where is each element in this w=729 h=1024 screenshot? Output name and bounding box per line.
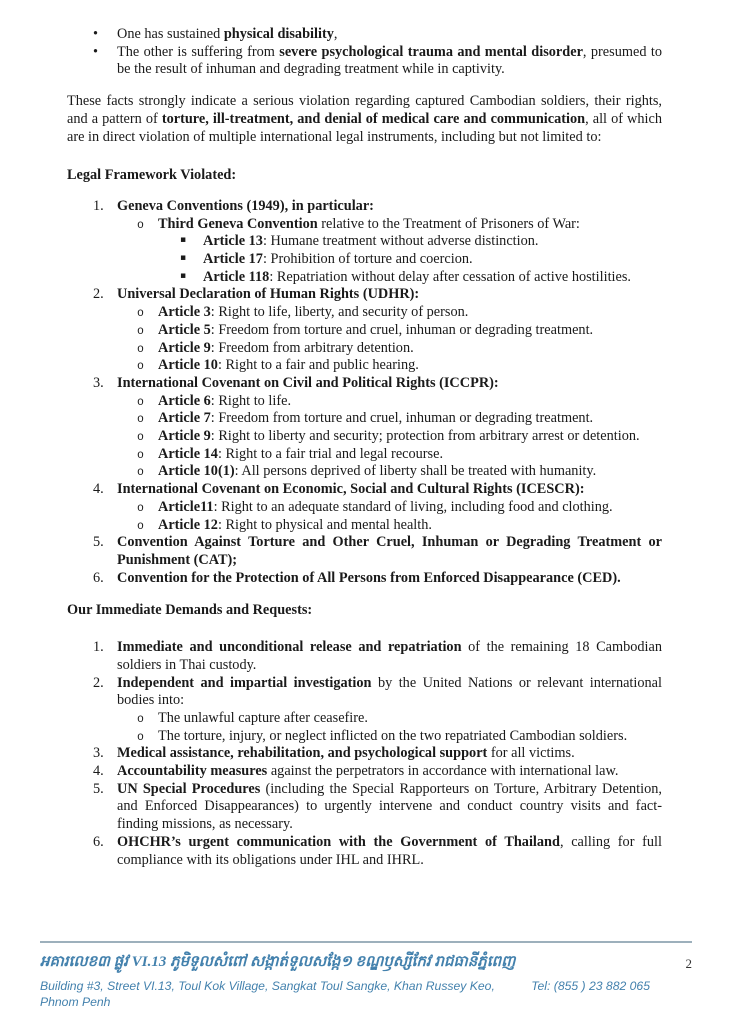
demands-list [67, 639, 662, 869]
demand-item [93, 675, 662, 710]
legal-framework-item [137, 393, 662, 411]
legal-framework-text: Article 9: Freedom from arbitrary detention. [158, 339, 414, 356]
demand-item [93, 834, 662, 869]
demand-text: Independent and impartial investigation by the United Nations or relevant international bodies into: [117, 674, 662, 709]
footer-phone: Tel: (855 ) 23 882 065 [531, 979, 650, 993]
circle-bullet-icon: o [137, 395, 144, 409]
footer-address-english: Building #3, Street VI.13, Toul Kok Village, Sangkat Toul Sangke, Khan Russey Keo, Phnom Penh [40, 979, 495, 1009]
page-number: 2 [685, 956, 692, 971]
legal-framework-text: Article 10: Right to a fair and public hearing. [158, 357, 419, 374]
demand-item [137, 728, 662, 746]
footer-address-khmer: អគារលេខ៣ ផ្លូវ VI.13 ភូមិទួលសំពៅ សង្កាត់ទួលសង្កែ១ ខណ្ឌឫស្សីកែវ រាជធានីភ្នំពេញ [40, 954, 516, 970]
legal-framework-text: Article 118: Repatriation without delay after cessation of active hostilities. [203, 268, 631, 285]
legal-framework-text: International Covenant on Economic, Social and Cultural Rights (ICESCR): [117, 481, 585, 498]
list-number: 1. [93, 197, 104, 214]
list-number: 6. [93, 833, 104, 850]
legal-framework-item [93, 570, 662, 588]
demand-text: Immediate and unconditional release and repatriation of the remaining 18 Cambodian soldiers in Thai custody. [117, 639, 662, 673]
circle-bullet-icon: o [137, 466, 144, 480]
demand-text: The torture, injury, or neglect inflicted on the two repatriated Cambodian soldiers. [158, 727, 628, 744]
intro-bullet-text: One has sustained physical disability, [117, 26, 338, 42]
circle-bullet-icon: o [137, 307, 144, 321]
demand-text: Accountability measures against the perpetrators in accordance with international law. [117, 763, 619, 780]
demand-text: Medical assistance, rehabilitation, and psychological support for all victims. [117, 745, 575, 762]
list-number: 6. [93, 569, 104, 586]
list-number: 5. [93, 534, 104, 551]
legal-framework-item [93, 198, 662, 216]
legal-framework-heading: Legal Framework Violated: [67, 167, 237, 184]
square-bullet-icon: ▪ [180, 270, 187, 281]
legal-framework-item [93, 534, 662, 569]
legal-framework-text: Universal Declaration of Human Rights (UDHR): [117, 286, 420, 303]
list-number: 4. [93, 763, 104, 780]
circle-bullet-icon: o [137, 730, 144, 744]
legal-framework-text: Third Geneva Convention relative to the Treatment of Prisoners of War: [158, 215, 580, 232]
legal-framework-item [93, 286, 662, 304]
bullet-icon: • [93, 43, 99, 60]
intro-bullet-list [67, 26, 662, 79]
legal-framework-item [137, 428, 662, 446]
circle-bullet-icon: o [137, 218, 144, 232]
demand-item [93, 763, 662, 781]
legal-framework-item [93, 481, 662, 499]
demand-text: The unlawful capture after ceasefire. [158, 709, 368, 726]
legal-framework-item [137, 216, 662, 234]
intro-bullet-item [93, 26, 662, 44]
legal-framework-text: Article11: Right to an adequate standard of living, including food and clothing. [158, 498, 613, 515]
legal-framework-text: Article 13: Humane treatment without adverse distinction. [203, 233, 539, 250]
legal-framework-item [180, 233, 662, 251]
legal-framework-text: Article 3: Right to life, liberty, and security of person. [158, 304, 469, 321]
footer-address-row-khmer [40, 949, 692, 976]
demand-item [137, 710, 662, 728]
legal-framework-text: Article 6: Right to life. [158, 392, 292, 409]
legal-framework-text: Article 10(1): All persons deprived of liberty shall be treated with humanity. [158, 463, 597, 480]
circle-bullet-icon: o [137, 342, 144, 356]
circle-bullet-icon: o [137, 448, 144, 462]
demand-item [93, 745, 662, 763]
legal-framework-item [137, 304, 662, 322]
legal-framework-item [137, 410, 662, 428]
circle-bullet-icon: o [137, 712, 144, 726]
footer-divider [40, 941, 692, 943]
legal-framework-item [137, 499, 662, 517]
legal-framework-text: Geneva Conventions (1949), in particular: [117, 197, 374, 214]
demand-item [93, 639, 662, 674]
footer-address-row-english [40, 978, 692, 1010]
list-number: 2. [93, 286, 104, 303]
legal-framework-item [137, 322, 662, 340]
legal-framework-text: Article 7: Freedom from torture and cruel, inhuman or degrading treatment. [158, 410, 594, 427]
demand-item [93, 781, 662, 834]
list-number: 3. [93, 745, 104, 762]
intro-paragraph: These facts strongly indicate a serious violation regarding captured Cambodian soldiers, their rights, and a pattern of torture, ill-treatment, and denial of medical care and communication, all of which are in direct violation of multiple international legal instruments, including but not limited to: [67, 93, 662, 145]
demands-heading: Our Immediate Demands and Requests: [67, 602, 313, 619]
legal-framework-item [137, 446, 662, 464]
legal-framework-text: Article 17: Prohibition of torture and coercion. [203, 251, 473, 268]
legal-framework-text: International Covenant on Civil and Political Rights (ICCPR): [117, 374, 499, 391]
legal-framework-item [93, 375, 662, 393]
circle-bullet-icon: o [137, 501, 144, 515]
legal-framework-item [180, 269, 662, 287]
circle-bullet-icon: o [137, 519, 144, 533]
legal-framework-list [67, 198, 662, 587]
demand-text: OHCHR’s urgent communication with the Government of Thailand, calling for full compliance with its obligations under IHL and IHRL. [117, 833, 662, 868]
list-number: 1. [93, 639, 104, 656]
circle-bullet-icon: o [137, 431, 144, 445]
legal-framework-item [137, 357, 662, 375]
list-number: 2. [93, 674, 104, 691]
legal-framework-item [180, 251, 662, 269]
bullet-icon: • [93, 26, 99, 42]
legal-framework-text: Convention for the Protection of All Persons from Enforced Disappearance (CED). [117, 569, 621, 586]
legal-framework-text: Article 9: Right to liberty and security; protection from arbitrary arrest or detention. [158, 428, 640, 445]
legal-framework-item [137, 340, 662, 358]
intro-bullet-text: The other is suffering from severe psychological trauma and mental disorder, presumed to be the result of inhuman and degrading treatment while in captivity. [117, 43, 662, 78]
list-number: 3. [93, 374, 104, 391]
legal-framework-text: Article 5: Freedom from torture and cruel, inhuman or degrading treatment. [158, 321, 594, 338]
demand-text: UN Special Procedures (including the Special Rapporteurs on Torture, Arbitrary Detention, and Enforced Disappearances) to urgently intervene and conduct country visits and fact-finding missions, as necessary. [117, 780, 662, 833]
circle-bullet-icon: o [137, 413, 144, 427]
square-bullet-icon: ▪ [180, 253, 187, 264]
legal-framework-item [137, 517, 662, 535]
list-number: 4. [93, 481, 104, 498]
legal-framework-text: Article 12: Right to physical and mental health. [158, 516, 432, 533]
legal-framework-text: Convention Against Torture and Other Cruel, Inhuman or Degrading Treatment or Punishment (CAT); [117, 534, 662, 568]
intro-bullet-item [93, 44, 662, 79]
square-bullet-icon: ▪ [180, 235, 187, 246]
page-footer [40, 941, 692, 1010]
legal-framework-item [137, 463, 662, 481]
legal-framework-text: Article 14: Right to a fair trial and legal recourse. [158, 445, 444, 462]
circle-bullet-icon: o [137, 360, 144, 374]
list-number: 5. [93, 780, 104, 797]
circle-bullet-icon: o [137, 324, 144, 338]
